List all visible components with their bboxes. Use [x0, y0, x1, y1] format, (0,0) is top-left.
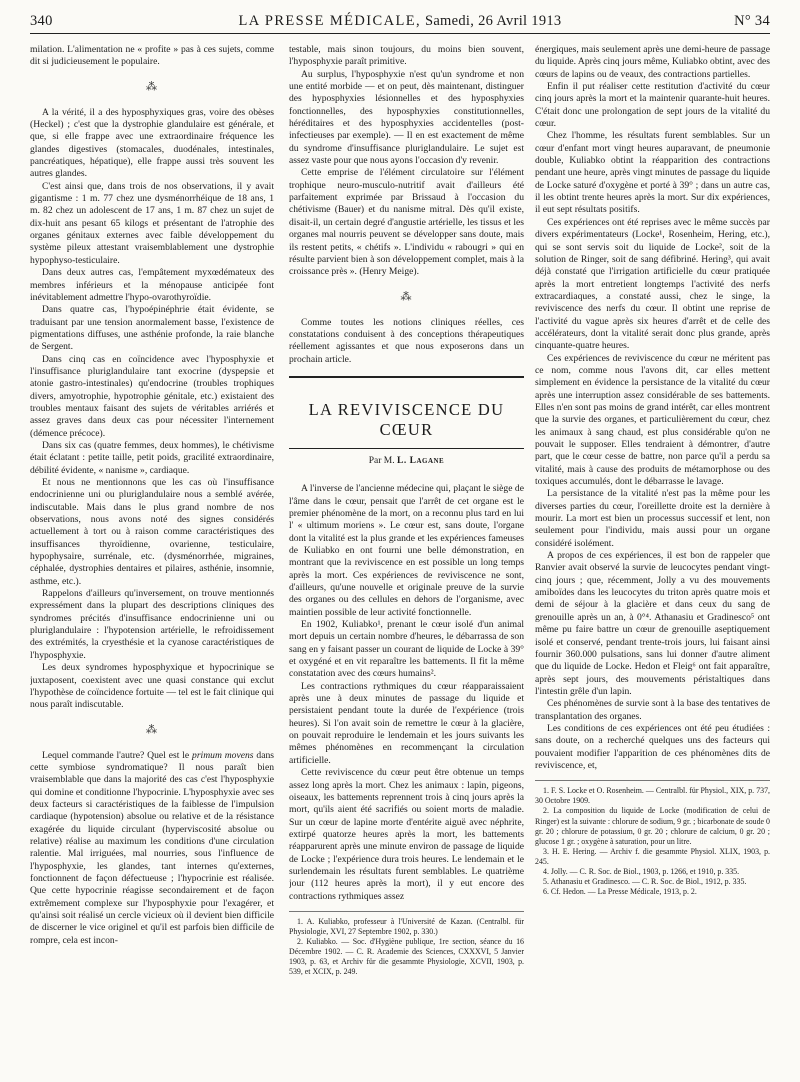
- paragraph: [30, 750, 274, 948]
- column-1: [30, 44, 274, 1074]
- paragraph: Dans six cas (quatre femmes, deux hommes), le chétivisme était éclatant : petite taille, petit poids, gracilité extraordinaire, débilité évidente, « nanisme », cardiaque.: [30, 439, 274, 476]
- footnote: 6. Cf. Hedon. — La Presse Médicale, 1913, p. 2.: [543, 887, 697, 897]
- paragraph: Les conditions de ces expériences ont été peu étudiées : sans doute, on a recherché quelques uns des facteurs qui pouvaient modifier l'apparition de ces phénomènes dits de reviviscence, et,: [535, 722, 770, 771]
- paragraph: Au surplus, l'hyposphyxie n'est qu'un syndrome et non une entité morbide — et on peut, dès maintenant, distinguer des hyposphyxies lésionnelles et des hyposphyxies fonctionnelles, des hyposphyxies constitutionnelles, héréditaires et des hyposphyxies accidentelles (post-infectieuses par exemple). — Il en est exactement de même du syndrome d'insuffisance pluriglandulaire. Le sujet est assez vaste pour que nous ayons l'occasion d'y revenir.: [289, 68, 524, 167]
- paragraph: A la vérité, il a des hyposphyxiques gras, voire des obèses (Heckel) ; c'est que la dystrophie glandulaire est générale, et que, si elle frappe avec une extraordinaire fréquence les glandes digestives (stomacales, duodénales, intestinales, pancréatiques, hépatique), elle frappe aussi très souvent les autres glandes.: [30, 106, 274, 180]
- footnotes: [535, 780, 770, 897]
- asterism-ornament: ⁂: [400, 290, 413, 303]
- paragraph: Et nous ne mentionnons que les cas où l'insuffisance endocrinienne uni ou pluriglandulaire nous a semblé avérée, indiscutable. Mais dans le plus grand nombre de nos observations, nous avons noté des signes considérés actuellement à tort ou à raison comme caractéristiques des insuffisances thyroïdienne, ovarienne, testiculaire, hypophysaire, surrénale, etc. (dysménorrhée, migraines, céphalée, dystrophies dentaires et pilaires, asthénie, insomnie, asthme, etc.).: [30, 477, 274, 587]
- asterism-ornament: ⁂: [146, 723, 158, 736]
- paragraph: Ces expériences ont été reprises avec le même succès par divers expérimentateurs (Locke¹, Rosenheim, Hering, etc.), qui se sont servis soit du liquide de Locke², soit de la solution de Ringer, soit de sang défibriné. Hering³, qui avait déjà constaté que l'irrigation artificielle du cœur pratiquée après la mort entretient longtemps l'activité des nerfs extracardiaques, a constaté aussi, chez le singe, la reviviscence des nerfs du cœur. Il obtint une reprise de l'activité du vague après six heures d'arrêt et de celle des accélérateurs, dont la vitalité serait donc plus grande, après cinquante-quatre heures.: [535, 216, 770, 352]
- footnote: 1. F. S. Locke et O. Rosenheim. — Centralbl. für Physiol., XIX, p. 737, 30 Octobre 1909.: [535, 786, 770, 806]
- paragraph: Enfin il put réaliser cette restitution d'activité du cœur cinq jours après la mort et la maintenir quarante-huit heures. C'était donc une prolongation de sept jours de la vitalité du cœur.: [535, 81, 770, 130]
- paragraph: Cette emprise de l'élément circulatoire sur l'élément trophique neuro-musculo-nutritif avait d'ailleurs été parfaitement exprimée par Brissaud à l'occasion du chétivisme (Bauer) et du nanisme mitral. Dès qu'il existe, disait-il, un certain degré d'angustie artérielle, les tissus et les organes mal nourris peuvent se développer sans doute, mais ils restent petits, « chétifs ». L'individu « rabougri » qui en résulte parvient bien à son développement complet, mais à la croissance près ». (Henry Meige).: [289, 167, 524, 278]
- footnote: 4. Jolly. — C. R. Soc. de Biol., 1903, p. 1266, et 1910, p. 335.: [543, 867, 740, 877]
- paragraph: Dans quatre cas, l'hypoépinéphrie était évidente, se traduisant par une tension anormalement basse, l'existence de pigmentations diffuses, une asthénie profonde, la raie blanche de Sergent.: [30, 304, 274, 353]
- page-header: [30, 13, 770, 34]
- paragraph: milation. L'alimentation ne « profite » pas à ces sujets, comme dit si judicieusement le populaire.: [30, 44, 274, 68]
- paragraph: Dans deux autres cas, l'empâtement myxœdémateux des membres inférieurs et la ménopause anticipée font inévitablement admettre l'hypo-ovarothyroïdie.: [30, 267, 274, 303]
- footnote: 2. Kuliabko. — Soc. d'Hygiène publique, 1re section, séance du 16 Décembre 1902. — C. R. Academie des Sciences, CXXXVI, 5 Janvier 1903, p. 63, et Archiv für die gesammte Physiologie, XCVII, 1903, p. 539, et XCIX, p. 249.: [289, 937, 524, 977]
- text-run: dans cette symbiose syndromatique? Il nous paraît bien vraisemblable que dans la majorité des cas c'est l'hyposphyxie qui domine et conditionne l'hypocrinie. L'hyposphyxie avec ses deux facteurs si caractéristiques de la faiblesse de l'impulsion cardiaque (hypotension) absolue ou relative et de la résistance exagérée du liquide circulant (hyperviscosité absolue ou relative) réalise au maximum les conditions d'une circulation ralentie. Mal irriguées, mal nourries, sous l'influence de l'hyposphyxie, les glandes, tant internes qu'externes, fonctionnent de façon défectueuse ; l'hypocrinie est réalisée. Que cette hypocrinie réagisse secondairement et de façon extrêmement complexe sur l'hyposphyxie pour l'exagérer, et qu'ainsi soit réalisé un cercle vicieux où il devient bien difficile de discerner le vice originel et qu'il est parfois bien difficile de rompre, cela est incon-: [30, 749, 274, 946]
- footnote: 3. H. E. Hering. — Archiv f. die gesammte Physiol. XLIX, 1903, p. 245.: [535, 846, 770, 866]
- paragraph: Les contractions rythmiques du cœur réapparaissaient après une à deux minutes de passage du liquide et persistaient pendant toute la durée de l'expérience (trois heures). Si l'on avait soin de remettre le cœur à la glacière, on pouvait reproduire le lendemain et les jours suivants les mêmes phénomènes en recommençant la circulation artificielle.: [289, 680, 524, 766]
- column-3: [535, 44, 770, 1074]
- paragraph: testable, mais sinon toujours, du moins bien souvent, l'hyposphyxie paraît primitive.: [289, 44, 524, 68]
- latin-term: primum movens: [192, 749, 254, 761]
- article-title: LA REVIVISCENCE DU CŒUR: [289, 376, 524, 449]
- footnote: 1. A. Kuliabko, professeur à l'Université de Kazan. (Centralbl. für Physiologie, XVI, 27 Septembre 1902, p. 330.): [289, 916, 524, 937]
- byline-prefix: Par M.: [368, 455, 398, 466]
- running-title: [30, 13, 770, 30]
- issue-number: N° 34: [734, 13, 770, 29]
- paragraph: A l'inverse de l'ancienne médecine qui, plaçant le siège de l'âme dans le cœur, pensait que l'arrêt de cet organe est le premier phénomène de la mort, on a reconnu plus tard en lui l' « ultimum moriens ». Le cœur est, sans doute, l'organe dont la vitalité est la plus grande et les expériences fameuses de Kuliabko en ont fourni une belle démonstration, en montrant que la reviviscence en est possible un long temps après la mort. Ces expériences de reviviscence ne sont, d'ailleurs, qu'une nouvelle et originale preuve de la survie des organes ou des cellules en dehors de l'organisme, avec maintien possible de leur activité fonctionnelle.: [289, 483, 524, 618]
- paragraph: énergiques, mais seulement après une demi-heure de passage du liquide. Après cinq jours même, Kuliabko obtint, avec des cœurs de lapins ou de veaux, des contractions partielles.: [535, 44, 770, 80]
- paragraph: Rappelons d'ailleurs qu'inversement, on trouve mentionnés expressément dans la plupart des descriptions cliniques des syndromes précités d'insuffisance endocrinienne uni ou pluriglandulaire : l'hypotension artérielle, le refroidissement des extrémités, la cryesthésie et la cyanose caractéristiques de l'hyposphyxie.: [30, 588, 274, 661]
- paragraph: Ces expériences de reviviscence du cœur ne méritent pas ce nom, comme nous l'avons dit, car elles mettent simplement en évidence la persistance de la vitalité du cœur après une interruption assez considérable de ses battements. Elles n'en sont pas moins de grand intérêt, car elles montrent que la survie des organes, et particulièrement du cœur, chez les animaux à sang chaud, est plus considérable qu'on ne pouvait le supposer. Elles tendraient à démontrer, d'autre part, que le cœur cesse de battre, non parce qu'il a perdu sa vitalité, mais à cause des produits de métamorphose ou des toxiques accumulés, dont le débarrasse le lavage.: [535, 352, 770, 488]
- column-2: [289, 44, 524, 1074]
- footnote: 2. La composition du liquide de Locke (modification de celui de Ringer) est la suivante : chlorure de sodium, 9 gr. ; bicarbonate de soude 0 gr. 20 ; chlorure de potassium, 0 gr. 20 ; chlorure de calcium, 0 gr. 20 ; glucose 1 gr. ; oxygène à saturation, pour un litre.: [535, 806, 770, 846]
- paragraph: En 1902, Kuliabko¹, prenant le cœur isolé d'un animal mort depuis un certain nombre d'heures, le débarrassa de son sang en y faisant passer un courant de liquide de Locke à 39° et oxygéné et en vit reparaître les battements. Il fit la même constatation avec des cœurs humains².: [289, 619, 524, 680]
- paragraph: C'est ainsi que, dans trois de nos observations, il y avait gigantisme : 1 m. 77 chez une dysménorrhéique de 18 ans, 1 m. 82 chez un adolescent de 17 ans, 1 m. 87 chez un sujet de dix-huit ans pesant 65 kilogs et présentant de l'atrophie des organes génitaux externes avec faible développement du système pileux attestant vraisemblablement une dystrophie hypophyso-testiculaire.: [30, 180, 274, 266]
- paragraph: Les deux syndromes hyposphyxique et hypocrinique se juxtaposent, coexistent avec une quasi constance qui exclut l'hypothèse de coïncidence fortuite — tel est le fait clinique qui nous paraît indiscutable.: [30, 662, 274, 711]
- article-byline: [289, 455, 524, 467]
- text-run: Lequel commande l'autre? Quel est le: [42, 749, 193, 761]
- paragraph: Cette reviviscence du cœur peut être obtenue un temps assez long après la mort. Chez les animaux : lapin, pigeons, oiseaux, les battements reprennent trois à cinq jours après la mort, qu'ils aient été sacrifiés ou soient morts de maladie. Sur un cœur de lapine morte d'entérite aiguë avec néphrite, extirpé quatorze heures après la mort, les battements réapparurent après une minute environ de passage de liquide de Locke ; l'expérience dura trois heures. Le lendemain et le surlendemain les résultats furent semblables. Le quatrième jour (112 heures après la mort), il y eut encore des contractions rythmiques assez: [289, 767, 524, 902]
- paragraph: Chez l'homme, les résultats furent semblables. Sur un cœur d'enfant mort vingt heures auparavant, de pneumonie double, Kuliabko obtint la réapparition des contractions pendant une heure, après vingt minutes de passage du liquide de Locke saturé d'oxygène et porté à 39° ; dans un autre cas, il les obtint trente heures après la mort. Sur dix expériences, il eut sept résultats positifs.: [535, 130, 770, 216]
- author-name: L. Lagane: [397, 455, 445, 466]
- paragraph: A propos de ces expériences, il est bon de rappeler que Ranvier avait observé la survie de leucocytes pendant vingt-cinq jours ; que, récemment, Jolly a vu des mouvements amiboïdes dans les leucocytes du triton après quatre mois et demi de séjour à la glacière et dans ceux du sang de grenouille après un an, à 0°⁴. Athanasiu et Gradinesco⁵ ont même pu faire battre un cœur de grenouille aseptiquement isolé et conservé, pendant trente-trois jours, lui faisant ainsi fournir 360.000 pulsations, sans lui donner d'autre aliment que du liquide de Locke. Hedon et Fleig⁶ ont fait apparaître, après sept jours, des mouvements péristaltiques dans l'intestin grêle d'un lapin.: [535, 550, 770, 697]
- paragraph: Dans cinq cas en coïncidence avec l'hyposphyxie et l'insuffisance pluriglandulaire tant exocrine (dyspepsie et atonie gastro-intestinales) qu'endocrine (troubles trophiques divers, amyotrophie, hypotrophie génitale, etc.) existaient des troubles mentaux faisant des sujets de véritables arriérés et assez graves dans deux cas pour nécessiter l'internement (démence précoce).: [30, 353, 274, 439]
- issue-date: Samedi, 26 Avril 1913: [424, 13, 562, 29]
- paragraph: Ces phénomènes de survie sont à la base des tentatives de transplantation des organes.: [535, 698, 770, 722]
- footnotes: [289, 911, 524, 978]
- footnote: 5. Athanasiu et Gradinesco. — C. R. Soc. de Biol., 1912, p. 335.: [543, 877, 747, 887]
- paragraph: Comme toutes les notions cliniques réelles, ces constatations conduisent à des conceptions thérapeutiques réellement agissantes et que nous exposerons dans un prochain article.: [289, 316, 524, 365]
- asterism-ornament: ⁂: [146, 80, 158, 93]
- page-number: 340: [30, 13, 53, 29]
- journal-name: LA PRESSE MÉDICALE,: [238, 13, 422, 29]
- paragraph: La persistance de la vitalité n'est pas la même pour les diverses parties du cœur, l'oreillette droite est la dernière à mourir. La mort est bien un processus successif et lent, non seulement pour l'individu, mais aussi pour un organe considéré isolément.: [535, 488, 770, 549]
